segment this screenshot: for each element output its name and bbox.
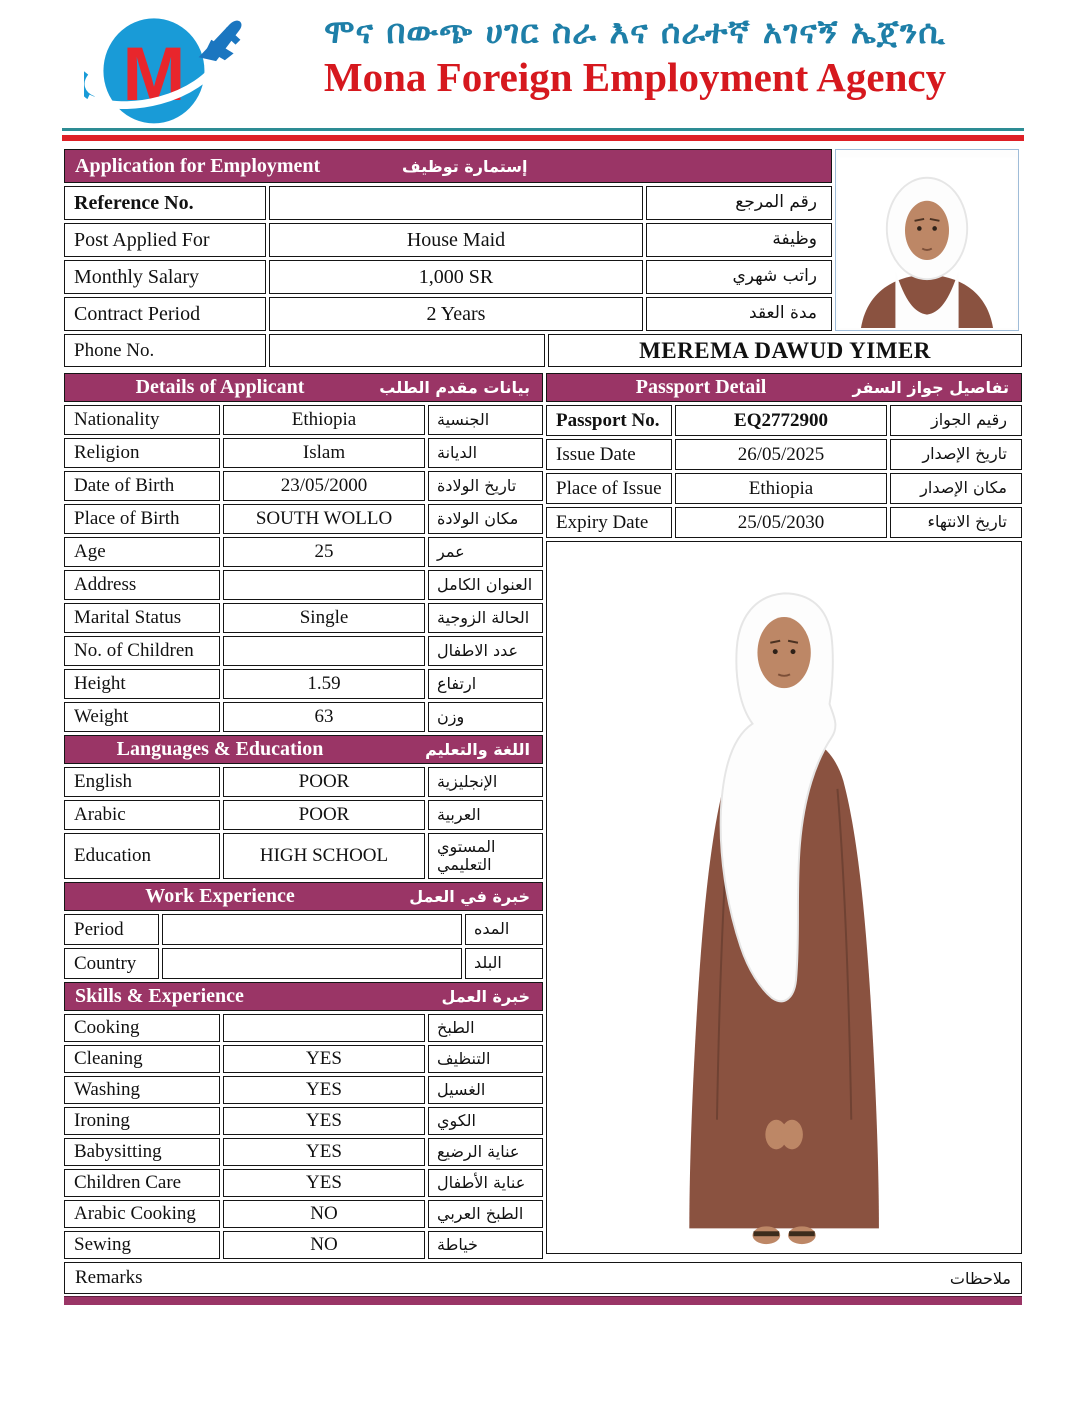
field-label: Babysitting — [64, 1138, 220, 1166]
field-value: YES — [223, 1107, 425, 1135]
field-value: EQ2772900 — [675, 405, 887, 436]
field-value — [223, 570, 425, 600]
field-label-arabic: العربية — [428, 800, 543, 830]
agency-header — [250, 10, 1020, 100]
section-title-en: Skills & Experience — [75, 985, 244, 1007]
field-label: Expiry Date — [546, 507, 672, 538]
section-title-arabic: بيانات مقدم الطلب — [379, 378, 530, 397]
field-value: Ethiopia — [675, 473, 887, 504]
field-value — [223, 1014, 425, 1042]
field-label: Age — [64, 537, 220, 567]
field-label: Education — [64, 833, 220, 879]
bottom-bar — [64, 1296, 1022, 1305]
field-label-arabic: العنوان الكامل — [428, 570, 543, 600]
field-label: No. of Children — [64, 636, 220, 666]
field-value: 63 — [223, 702, 425, 732]
field-value: 1,000 SR — [269, 260, 643, 294]
divider-red — [62, 135, 1024, 141]
field-label: Arabic Cooking — [64, 1200, 220, 1228]
field-label-arabic: وزن — [428, 702, 543, 732]
section-title-en: Passport Detail — [635, 376, 767, 398]
field-value — [162, 914, 462, 945]
applicant-name: MEREMA DAWUD YIMER — [548, 334, 1022, 367]
field-value: HIGH SCHOOL — [223, 833, 425, 879]
field-label-arabic: عناية الأطفال — [428, 1169, 543, 1197]
globe-plane-logo-icon — [84, 8, 254, 126]
field-label-arabic: خياطة — [428, 1231, 543, 1259]
field-value — [162, 948, 462, 979]
field-value: YES — [223, 1138, 425, 1166]
field-value: 26/05/2025 — [675, 439, 887, 470]
field-label-arabic: رقيم الجواز — [890, 405, 1022, 436]
agency-name-amharic: ሞና በውጭ ሀገር ስራ እና ሰራተኛ አገናኝ ኤጀንሲ — [324, 12, 946, 51]
field-label-arabic: مكان الولادة — [428, 504, 543, 534]
field-value: POOR — [223, 767, 425, 797]
field-label-arabic: مدة العقد — [646, 297, 832, 331]
field-label-arabic: الطبخ العربي — [428, 1200, 543, 1228]
section-title-en: Application for Employment — [75, 154, 321, 177]
section-title-en: Work Experience — [145, 885, 295, 907]
field-label: Place of Birth — [64, 504, 220, 534]
logo-letter: M — [122, 32, 186, 118]
section-title-arabic: تفاصيل جواز السفر — [852, 378, 1009, 397]
field-label-arabic: عدد الاطفال — [428, 636, 543, 666]
field-value: House Maid — [269, 223, 643, 257]
field-label: Period — [64, 914, 159, 945]
agency-logo — [84, 8, 254, 126]
field-label-arabic: المستوي التعليمي — [428, 833, 543, 879]
field-value: POOR — [223, 800, 425, 830]
agency-name-english: Mona Foreign Employment Agency — [323, 53, 947, 100]
field-label-arabic: الديانة — [428, 438, 543, 468]
details-table — [64, 405, 543, 732]
field-label-arabic: تاريخ الانتهاء — [890, 507, 1022, 538]
skills-table — [64, 1014, 543, 1259]
field-label-arabic: الإنجليزية — [428, 767, 543, 797]
field-label: Reference No. — [64, 186, 266, 220]
field-value: Ethiopia — [223, 405, 425, 435]
remarks-row — [64, 1262, 1022, 1294]
field-label-arabic: التنظيف — [428, 1045, 543, 1073]
field-label-arabic: وظيفة — [646, 223, 832, 257]
field-label: Phone No. — [64, 334, 266, 367]
field-label: Passport No. — [546, 405, 672, 436]
work-experience-table — [64, 914, 543, 979]
field-label-arabic: راتب شهري — [646, 260, 832, 294]
field-value: 25 — [223, 537, 425, 567]
field-value — [269, 186, 643, 220]
field-label-arabic: الطبخ — [428, 1014, 543, 1042]
field-label: Nationality — [64, 405, 220, 435]
field-label: Country — [64, 948, 159, 979]
section-header-details — [64, 373, 543, 402]
field-label: Height — [64, 669, 220, 699]
field-label: Contract Period — [64, 297, 266, 331]
field-value: 25/05/2030 — [675, 507, 887, 538]
field-label: Cleaning — [64, 1045, 220, 1073]
section-header-application — [64, 149, 832, 183]
field-value: YES — [223, 1076, 425, 1104]
divider-teal — [62, 128, 1024, 131]
field-value: NO — [223, 1200, 425, 1228]
field-label-arabic: الجنسية — [428, 405, 543, 435]
field-value: Islam — [223, 438, 425, 468]
field-label-arabic: عناية الرضيع — [428, 1138, 543, 1166]
field-label-arabic: مكان الإصدار — [890, 473, 1022, 504]
remarks-label-arabic: ملاحظات — [949, 1268, 1011, 1288]
field-label-arabic: المده — [465, 914, 543, 945]
field-label-arabic: الحالة الزوجية — [428, 603, 543, 633]
section-title-arabic: اللغة والتعليم — [425, 740, 530, 759]
field-value — [269, 334, 545, 367]
field-label: Issue Date — [546, 439, 672, 470]
field-label: Cooking — [64, 1014, 220, 1042]
details-column — [64, 370, 543, 1259]
field-label: Washing — [64, 1076, 220, 1104]
field-label: Weight — [64, 702, 220, 732]
section-title-en: Languages & Education — [116, 738, 324, 760]
field-label: Religion — [64, 438, 220, 468]
field-label: Place of Issue — [546, 473, 672, 504]
field-label-arabic: تاريخ الولادة — [428, 471, 543, 501]
languages-table — [64, 767, 543, 879]
section-header-skills — [64, 982, 543, 1011]
field-label: Monthly Salary — [64, 260, 266, 294]
field-label: Arabic — [64, 800, 220, 830]
passport-table — [546, 405, 1022, 538]
field-label-arabic: رقم المرجع — [646, 186, 832, 220]
field-value: 1.59 — [223, 669, 425, 699]
field-value: YES — [223, 1169, 425, 1197]
applicant-headshot-photo — [835, 149, 1019, 331]
field-label-arabic: عمر — [428, 537, 543, 567]
section-header-work-experience — [64, 882, 543, 911]
field-label: Children Care — [64, 1169, 220, 1197]
section-title-arabic: خبرة العمل — [441, 987, 530, 1006]
field-label: Date of Birth — [64, 471, 220, 501]
field-value: NO — [223, 1231, 425, 1259]
field-value: YES — [223, 1045, 425, 1073]
field-label-arabic: البلد — [465, 948, 543, 979]
passport-column — [546, 370, 1022, 1254]
field-label-arabic: الغسيل — [428, 1076, 543, 1104]
section-title-en: Details of Applicant — [135, 376, 305, 398]
section-header-languages — [64, 735, 543, 764]
applicant-fullbody-photo — [546, 541, 1022, 1254]
field-label: Ironing — [64, 1107, 220, 1135]
field-label: Marital Status — [64, 603, 220, 633]
field-value: SOUTH WOLLO — [223, 504, 425, 534]
section-header-passport — [546, 373, 1022, 402]
field-value — [223, 636, 425, 666]
field-value: 23/05/2000 — [223, 471, 425, 501]
field-label-arabic: الكوي — [428, 1107, 543, 1135]
section-title-arabic: إستمارة توظيف — [402, 156, 528, 176]
field-label: Post Applied For — [64, 223, 266, 257]
field-label-arabic: تاريخ الإصدار — [890, 439, 1022, 470]
remarks-label: Remarks — [75, 1267, 143, 1288]
field-value: Single — [223, 603, 425, 633]
application-form — [64, 149, 1022, 1305]
section-title-arabic: خبرة في العمل — [409, 887, 530, 906]
field-label: Address — [64, 570, 220, 600]
field-value: 2 Years — [269, 297, 643, 331]
field-label-arabic: ارتفاع — [428, 669, 543, 699]
phone-row — [64, 334, 1022, 367]
application-table — [64, 149, 1022, 331]
field-label: Sewing — [64, 1231, 220, 1259]
field-label: English — [64, 767, 220, 797]
